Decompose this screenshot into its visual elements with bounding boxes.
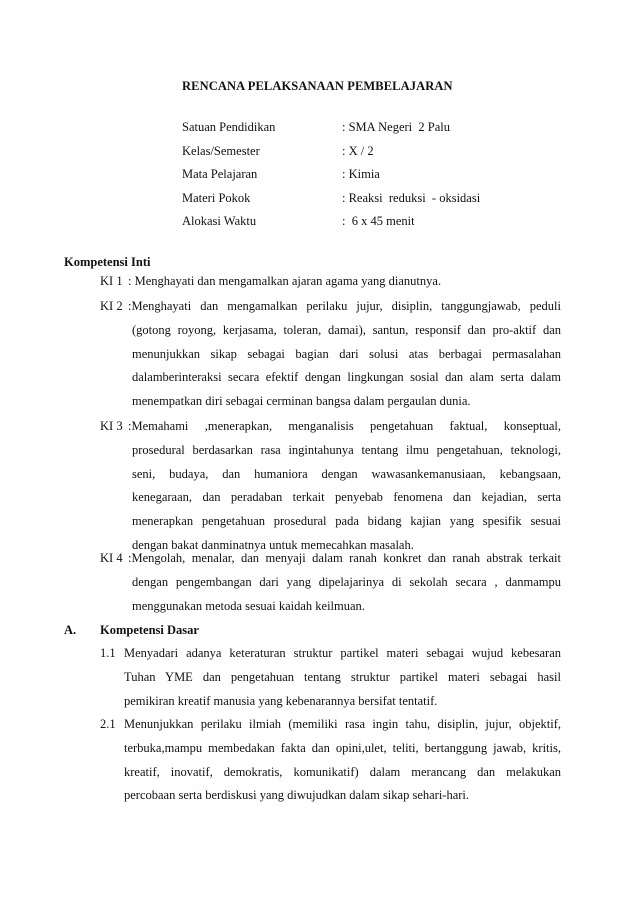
identity-label: Mata Pelajaran	[182, 167, 258, 182]
ki-line: kenegaraan, dan peradaban terkait penyebab fenomena dan kejadian, serta	[132, 490, 561, 505]
identity-value: : Reaksi reduksi - oksidasi	[342, 190, 481, 205]
kd-line: Tuhan YME dan pengetahuan tentang struktur partikel materi sebagai hasil	[124, 669, 561, 684]
identity-value: : X / 2	[342, 143, 374, 158]
ki-line: menggunakan metoda sesuai kaidah keilmuan.	[132, 598, 365, 613]
kompetensi-dasar-heading: Kompetensi Dasar	[100, 623, 199, 637]
ki-label: KI 3	[100, 419, 123, 433]
identity-row	[182, 144, 480, 168]
identity-row	[182, 120, 480, 144]
identity-label: Alokasi Waktu	[182, 214, 257, 229]
identity-value: : Kimia	[342, 167, 380, 182]
kd-label: 1.1	[100, 646, 116, 660]
identity-row	[182, 191, 480, 215]
ki-label: KI 2	[100, 299, 123, 313]
identity-row	[182, 214, 480, 238]
ki-text	[128, 295, 561, 414]
kd-line: terbuka,mampu membedakan fakta dan opini,ulet, teliti, bertanggung jawab, kritis,	[124, 740, 561, 755]
identity-value: : 6 x 45 menit	[342, 214, 415, 229]
ki-line: dengan pengembangan dari yang dipelajarinya di sekolah secara , danmampu	[132, 574, 561, 589]
ki-line: seni, budaya, dan humaniora dengan wawasankemanusiaan, kebangsaan,	[132, 466, 561, 481]
page-title: RENCANA PELAKSANAAN PEMBELAJARAN	[182, 79, 453, 93]
ki-label: KI 1	[100, 274, 123, 288]
ki-line: prosedural berdasarkan rasa ingintahunya tentang ilmu pengetahuan, teknologi,	[132, 442, 561, 457]
ki-line: dengan bakat danminatnya untuk memecahkan masalah.	[132, 537, 414, 552]
ki-line: menerapkan pengetahuan prosedural pada bidang kajian yang spesifik sesuai	[132, 514, 561, 529]
identity-label: Kelas/Semester	[182, 143, 260, 158]
identity-label: Satuan Pendidikan	[182, 120, 276, 134]
ki-line: :Memahami ,menerapkan, menganalisis pengetahuan faktual, konseptual,	[128, 419, 561, 433]
kd-line: kreatif, inovatif, demokratis, komunikatif) dalam merancang dan melakukan	[124, 764, 561, 779]
identity-value: : SMA Negeri 2 Palu	[342, 120, 450, 134]
kompetensi-inti-heading: Kompetensi Inti	[64, 255, 151, 269]
ki-line: (gotong royong, kerjasama, toleran, damai), santun, responsif dan pro-aktif dan	[132, 322, 561, 337]
ki-line: dalamberinteraksi secara efektif dengan lingkungan sosial dan alam serta dalam	[132, 370, 561, 385]
section-a-marker: A.	[64, 623, 77, 637]
ki-line: : Menghayati dan mengamalkan ajaran agama yang dianutnya.	[128, 274, 442, 288]
kd-text	[124, 713, 561, 808]
kd-line: pemikiran kreatif manusia yang kebenarannya bersifat tentatif.	[124, 693, 438, 708]
kd-text	[124, 642, 561, 713]
ki-text	[128, 270, 561, 294]
identity-row	[182, 167, 480, 191]
kd-label: 2.1	[100, 717, 116, 731]
kd-line: Menyadari adanya keteraturan struktur partikel materi sebagai wujud kebesaran	[124, 646, 561, 660]
ki-text	[128, 415, 561, 558]
ki-text	[128, 547, 561, 618]
ki-label: KI 4	[100, 551, 123, 565]
identity-table	[182, 120, 480, 238]
kd-line: Menunjukkan perilaku ilmiah (memiliki rasa ingin tahu, disiplin, jujur, objektif,	[124, 717, 561, 731]
ki-line: :Menghayati dan mengamalkan perilaku jujur, disiplin, tanggungjawab, peduli	[128, 299, 561, 313]
identity-label: Materi Pokok	[182, 190, 251, 205]
ki-line: menunjukkan sikap sebagai bagian dari solusi atas berbagai permasalahan	[132, 346, 561, 361]
ki-line: :Mengolah, menalar, dan menyaji dalam ranah konkret dan ranah abstrak terkait	[128, 551, 561, 565]
kd-line: percobaan serta berdiskusi yang diwujudkan dalam sikap sehari-hari.	[124, 788, 470, 803]
ki-line: menempatkan diri sebagai cerminan bangsa dalam pergaulan dunia.	[132, 394, 471, 409]
